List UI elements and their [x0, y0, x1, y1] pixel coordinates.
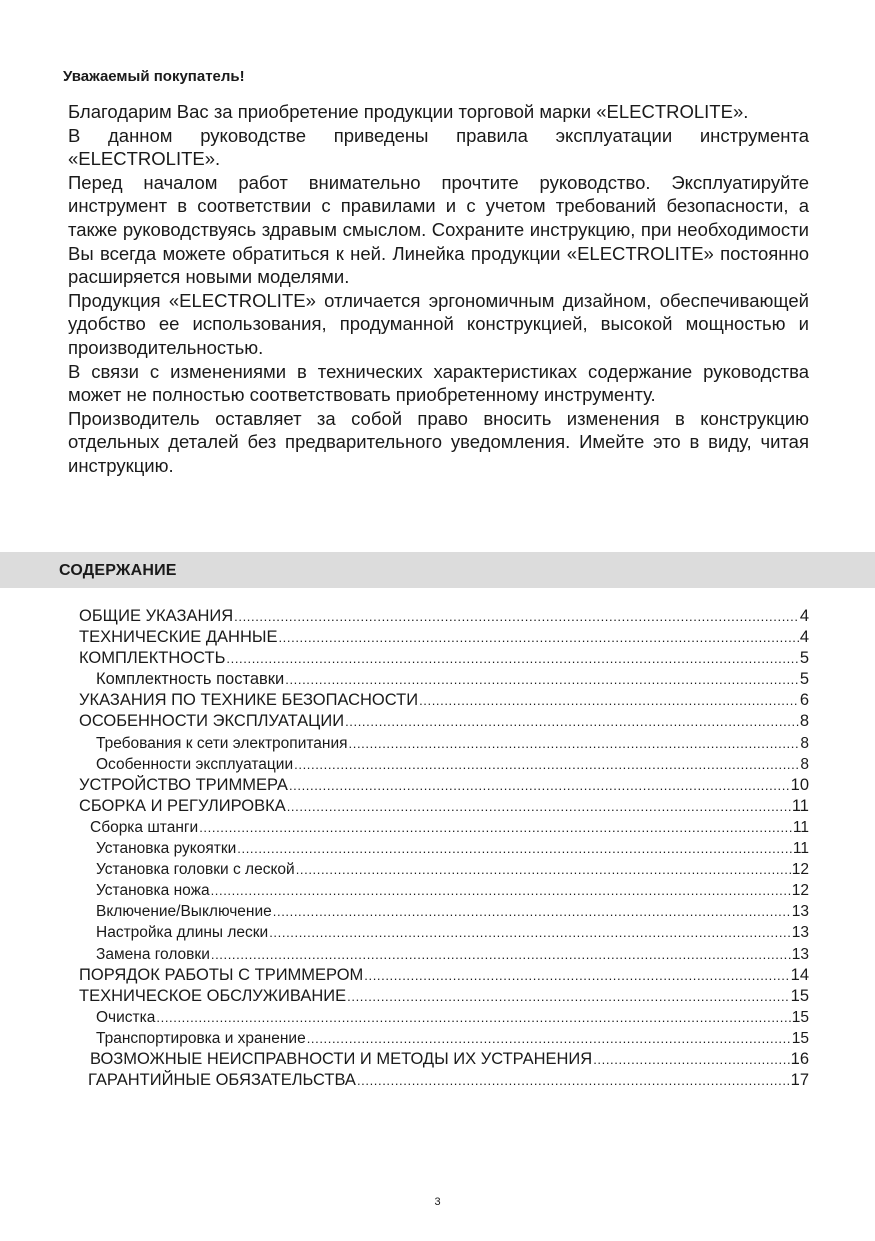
toc-entry-title: Включение/Выключение [96, 903, 272, 921]
toc-entry-title: Установка ножа [96, 882, 210, 900]
toc-entry[interactable] [0, 817, 875, 838]
toc-leader-dots [226, 648, 798, 669]
toc-entry[interactable] [0, 922, 875, 943]
toc-entry[interactable] [0, 775, 875, 796]
toc-entry-page: 15 [790, 986, 809, 1005]
toc-entry[interactable] [0, 1070, 875, 1091]
toc-header-band [0, 552, 875, 588]
toc-entry[interactable] [0, 1007, 875, 1028]
toc-entry-title: ВОЗМОЖНЫЕ НЕИСПРАВНОСТИ И МЕТОДЫ ИХ УСТРАНЕНИЯ [90, 1049, 593, 1068]
toc-entry-page: 16 [790, 1049, 809, 1068]
toc-entry-page: 17 [790, 1071, 809, 1090]
toc-leader-dots [364, 965, 789, 986]
toc-leader-dots [294, 754, 799, 775]
toc-entry-page: 12 [791, 882, 809, 900]
toc-entry-page: 14 [790, 965, 809, 984]
toc-leader-dots [269, 922, 791, 943]
toc-entry[interactable] [0, 965, 875, 986]
toc-entry-page: 11 [792, 818, 809, 836]
toc-entry[interactable] [0, 711, 875, 732]
toc-entry-title: Замена головки [96, 945, 210, 963]
toc-leader-dots [156, 1007, 790, 1028]
table-of-contents [0, 606, 875, 1091]
toc-entry[interactable] [0, 796, 875, 817]
toc-entry-page: 12 [791, 861, 809, 879]
toc-entry-title: СБОРКА И РЕГУЛИРОВКА [79, 796, 286, 815]
toc-entry-title: Требования к сети электропитания [96, 734, 348, 752]
toc-entry[interactable] [0, 838, 875, 859]
page-number: 3 [434, 1196, 441, 1208]
toc-entry-page: 15 [791, 1008, 809, 1026]
toc-entry-title: Установка головки с леской [96, 861, 295, 879]
toc-entry-page: 8 [800, 734, 809, 752]
toc-leader-dots [357, 1070, 790, 1091]
toc-leader-dots [199, 817, 792, 838]
toc-leader-dots [285, 669, 799, 690]
toc-entry-page: 13 [791, 945, 809, 963]
toc-leader-dots [419, 690, 799, 711]
toc-title: СОДЕРЖАНИЕ [59, 562, 177, 579]
toc-entry-title: ПОРЯДОК РАБОТЫ С ТРИММЕРОМ [79, 965, 364, 984]
intro-paragraph: В связи с изменениями в технических характеристиках содержание руководства может не полностью соответствовать приобретенному инструменту. [68, 360, 809, 406]
toc-entry[interactable] [0, 901, 875, 922]
toc-entry-title: Очистка [96, 1008, 156, 1026]
toc-entry-page: 10 [790, 775, 809, 794]
toc-leader-dots [345, 711, 799, 732]
toc-leader-dots [289, 775, 790, 796]
toc-entry[interactable] [0, 669, 875, 690]
toc-entry-title: Настройка длины лески [96, 924, 269, 942]
toc-entry-title: УСТРОЙСТВО ТРИММЕРА [79, 775, 288, 794]
toc-leader-dots [273, 901, 791, 922]
toc-leader-dots [211, 944, 791, 965]
toc-entry-page: 11 [792, 840, 809, 858]
toc-entry[interactable] [0, 1049, 875, 1070]
toc-entry-page: 6 [799, 691, 809, 710]
intro-paragraph: В данном руководстве приведены правила эксплуатации инструмента «ELECTROLITE». [68, 124, 809, 170]
toc-entry-page: 8 [799, 712, 809, 731]
toc-leader-dots [593, 1049, 789, 1070]
toc-leader-dots [278, 627, 798, 648]
greeting-heading: Уважаемый покупатель! [63, 68, 245, 85]
toc-entry-title: Сборка штанги [90, 818, 199, 836]
toc-entry[interactable] [0, 986, 875, 1007]
toc-entry-title: Транспортировка и хранение [96, 1029, 306, 1047]
toc-entry-page: 4 [799, 607, 809, 625]
toc-entry-title: УКАЗАНИЯ ПО ТЕХНИКЕ БЕЗОПАСНОСТИ [79, 691, 419, 710]
intro-paragraph: Перед началом работ внимательно прочтите руководство. Эксплуатируйте инструмент в соответствии с правилами и с учетом требований безопасности, а также руководствуясь здравым смыслом. Сохраните инструкцию, при необходимости Вы всегда можете обратиться к ней. Линейка продукции «ELECTROLITE» постоянно расширяется новыми моделями. [68, 171, 809, 288]
toc-entry[interactable] [0, 690, 875, 711]
toc-entry[interactable] [0, 859, 875, 880]
toc-entry-page: 13 [791, 903, 809, 921]
toc-entry-page: 4 [799, 628, 809, 647]
toc-entry-page: 5 [799, 670, 809, 689]
toc-entry-page: 8 [800, 755, 809, 773]
toc-entry-title: ОБЩИЕ УКАЗАНИЯ [79, 607, 234, 625]
toc-entry-page: 11 [791, 796, 809, 815]
toc-entry[interactable] [0, 627, 875, 648]
toc-leader-dots [234, 606, 799, 627]
toc-entry-page: 5 [799, 649, 809, 668]
toc-entry-title: ТЕХНИЧЕСКОЕ ОБСЛУЖИВАНИЕ [79, 986, 347, 1005]
toc-entry[interactable] [0, 944, 875, 965]
intro-paragraph: Производитель оставляет за собой право вносить изменения в конструкцию отдельных деталей без предварительного уведомления. Имейте это в виду, читая инструкцию. [68, 407, 809, 476]
toc-entry[interactable] [0, 648, 875, 669]
toc-entry[interactable] [0, 733, 875, 754]
toc-entry-title: Комплектность поставки [96, 670, 285, 689]
toc-entry[interactable] [0, 1028, 875, 1049]
toc-leader-dots [211, 880, 791, 901]
toc-entry-title: Особенности эксплуатации [96, 755, 294, 773]
toc-entry-title: ГАРАНТИЙНЫЕ ОБЯЗАТЕЛЬСТВА [88, 1071, 356, 1090]
toc-entry-title: КОМПЛЕКТНОСТЬ [79, 649, 226, 668]
toc-leader-dots [347, 986, 790, 1007]
toc-entry-page: 15 [791, 1029, 809, 1047]
toc-leader-dots [237, 838, 792, 859]
toc-entry-title: ОСОБЕННОСТИ ЭКСПЛУАТАЦИИ [79, 712, 345, 731]
intro-paragraph: Благодарим Вас за приобретение продукции торговой марки «ELECTROLITE». [68, 101, 749, 122]
toc-leader-dots [296, 859, 791, 880]
toc-entry-page: 13 [791, 924, 809, 942]
intro-paragraph: Продукция «ELECTROLITE» отличается эргономичным дизайном, обеспечивающей удобство ее использования, продуманной конструкцией, высокой мощностью и производительностью. [68, 289, 809, 358]
toc-leader-dots [287, 796, 791, 817]
toc-entry[interactable] [0, 606, 875, 627]
toc-leader-dots [349, 733, 800, 754]
toc-entry-title: ТЕХНИЧЕСКИЕ ДАННЫЕ [79, 628, 278, 647]
toc-entry[interactable] [0, 754, 875, 775]
intro-text [68, 100, 809, 478]
toc-leader-dots [307, 1028, 791, 1049]
toc-entry-title: Установка рукоятки [96, 840, 237, 858]
toc-entry[interactable] [0, 880, 875, 901]
